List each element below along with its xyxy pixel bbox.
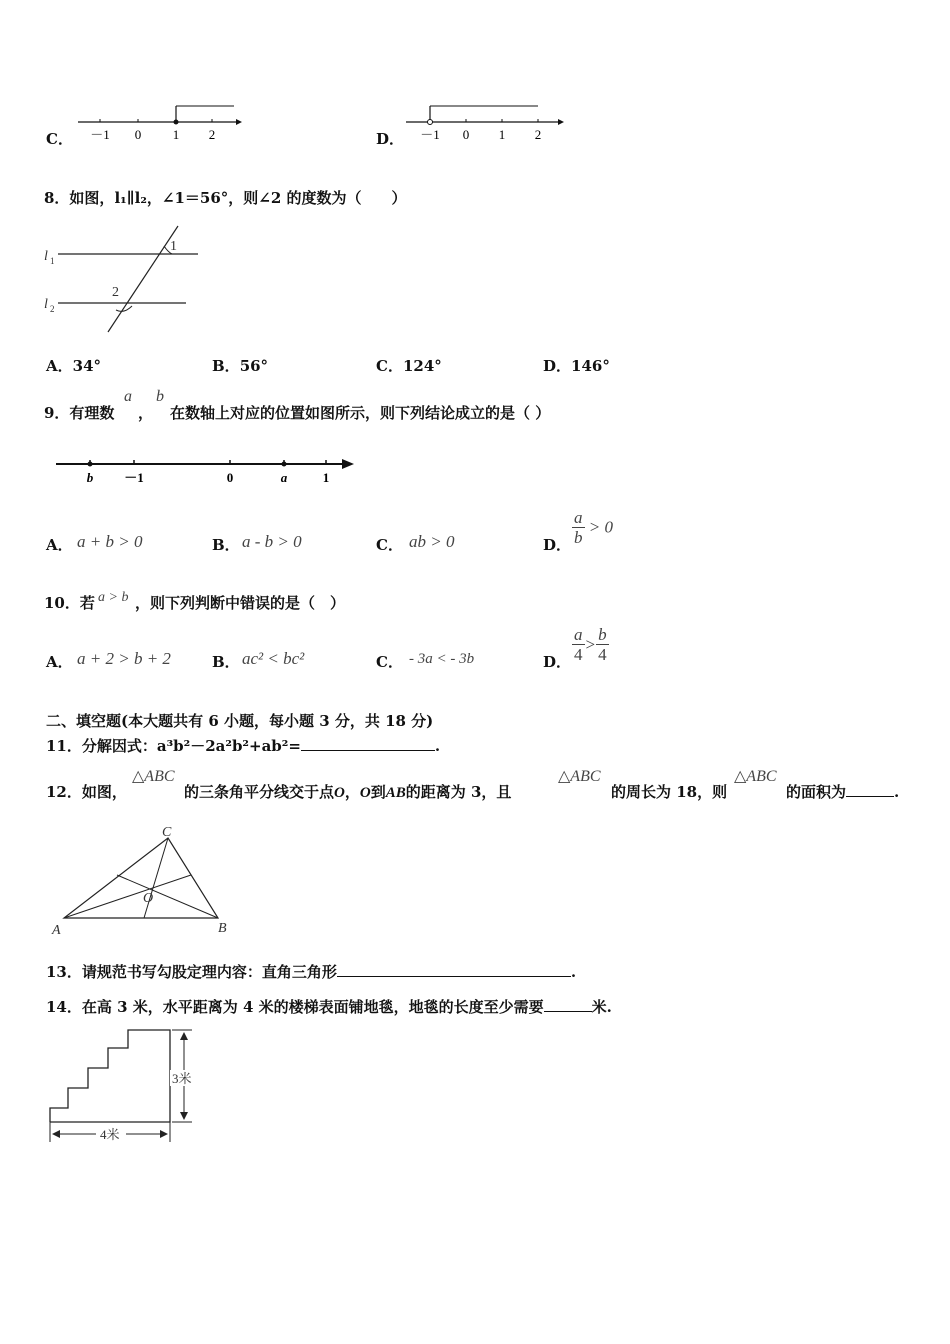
axis-label-minus1: －1 xyxy=(124,470,144,485)
q7-option-c-number-line xyxy=(76,102,246,144)
fraction-a-over-4: $\frac{a}{4}$ xyxy=(574,625,583,664)
q8-option-a: A．34° xyxy=(46,357,102,375)
vertex-b-label: B xyxy=(218,921,227,936)
q10-option-c-math: - 3a < - 3b xyxy=(409,651,475,667)
q10-option-a-label: A． xyxy=(46,653,73,671)
q8-option-d: D．146° xyxy=(543,357,610,375)
q8-stem-num: 8．如图， xyxy=(44,189,115,207)
q12-triangle-2: △ABC xyxy=(558,768,601,785)
fraction-a-over-b: $\frac{a}{b}$ xyxy=(574,508,583,547)
l2-label: l xyxy=(44,297,48,312)
q7d-tick-label: 0 xyxy=(462,127,470,142)
q7-option-d-number-line xyxy=(404,102,574,144)
q8-stem xyxy=(44,187,407,208)
axis-label-b: b xyxy=(86,470,94,485)
axis-label-a: a xyxy=(280,470,288,485)
q9-var-a: a xyxy=(124,388,132,405)
angle1-label: 1 xyxy=(170,239,177,254)
q9-option-b-math: a - b > 0 xyxy=(242,532,302,551)
q11: 11．分解因式：a³b²－2a²b²+ab²= . xyxy=(46,737,441,755)
angle2-label: 2 xyxy=(112,285,119,300)
q9-number-line xyxy=(54,452,360,486)
q10-option-a-math: a + 2 > b + 2 xyxy=(77,649,171,668)
answer-blank[interactable] xyxy=(301,736,435,751)
q14: 14．在高 3 米，水平距离为 4 米的楼梯表面铺地毯，地毯的长度至少需要 米. xyxy=(46,998,612,1016)
vertex-a-label: A xyxy=(52,923,61,938)
q7d-tick-label: －1 xyxy=(420,127,440,142)
q9-option-d-label: D． xyxy=(543,536,572,554)
answer-blank[interactable] xyxy=(846,782,894,797)
fraction-b-over-4: $\frac{b}{4}$ xyxy=(598,625,607,664)
q7c-tick-label: －1 xyxy=(90,127,110,142)
q14-figure-stairs xyxy=(44,1026,214,1150)
q12-tail: 的面积为 . xyxy=(786,783,900,801)
q7-option-d-label: D． xyxy=(376,130,405,148)
q10-option-c-label: C． xyxy=(376,653,403,671)
q10-option-b-math: ac² < bc² xyxy=(242,649,305,668)
q8-option-b: B．56° xyxy=(212,357,269,375)
q12-figure-triangle xyxy=(44,822,240,938)
q8-stem-rel: l₁∥l₂，∠1＝56°，则∠2 的度数为（ ） xyxy=(114,189,407,207)
q12-p1: 12．如图， xyxy=(46,783,127,801)
q7c-tick-label: 0 xyxy=(134,127,142,142)
q9-stem-suffix: 在数轴上对应的位置如图所示，则下列结论成立的是（ ） xyxy=(170,404,551,422)
q8-option-c: C．124° xyxy=(376,357,442,375)
l1-label: l xyxy=(44,249,48,264)
q10-option-d-label: D． xyxy=(543,653,572,671)
q9-comma: ， xyxy=(138,404,154,422)
l2-subscript: 2 xyxy=(50,304,55,314)
answer-blank[interactable] xyxy=(337,962,571,977)
q7-option-c-label: C． xyxy=(46,130,73,148)
q9-option-a-math: a + b > 0 xyxy=(77,532,143,551)
q9-stem-prefix: 9．有理数 xyxy=(44,404,115,422)
answer-blank[interactable] xyxy=(544,997,592,1012)
section-2-title: 二、填空题(本大题共有 6 小题，每小题 3 分，共 18 分) xyxy=(46,712,434,730)
q9-option-b-label: B． xyxy=(212,536,240,554)
q10-stem-suffix: ，则下列判断中错误的是（ ） xyxy=(135,594,346,612)
q8-figure-parallel-lines xyxy=(40,222,210,340)
q12-stem-a: 的三条角平分线交于点O，O到AB的距离为 3，且 xyxy=(184,783,512,801)
l1-subscript: 1 xyxy=(50,256,55,266)
q9-option-c-label: C． xyxy=(376,536,403,554)
vertex-c-label: C xyxy=(162,825,172,840)
q12-p6: 的周长为 18，则 xyxy=(611,783,728,801)
q9-option-d-math: $\frac{a}{b}$ > 0 xyxy=(574,508,613,547)
q7c-tick-label: 2 xyxy=(208,127,216,142)
q7d-tick-label: 1 xyxy=(498,127,506,142)
q10-option-b-label: B． xyxy=(212,653,240,671)
axis-label-0: 0 xyxy=(226,470,234,485)
height-label: 3米 xyxy=(172,1071,192,1086)
q10-option-d-math: $\frac{a}{4}$ > $\frac{b}{4}$ xyxy=(574,625,607,664)
q10-condition: a > b xyxy=(98,590,129,605)
q10-stem-prefix: 10．若 xyxy=(44,594,95,612)
q13: 13．请规范书写勾股定理内容：直角三角形 . xyxy=(46,963,577,981)
q12-triangle-3: △ABC xyxy=(734,768,777,785)
axis-label-1: 1 xyxy=(322,470,330,485)
width-label: 4米 xyxy=(100,1127,120,1142)
q9-var-b: b xyxy=(156,388,164,405)
q9-option-a-label: A． xyxy=(46,536,73,554)
q9-option-c-math: ab > 0 xyxy=(409,532,455,551)
q7d-tick-label: 2 xyxy=(534,127,542,142)
point-o-label: O xyxy=(143,891,154,906)
q7c-tick-label: 1 xyxy=(172,127,180,142)
q12-triangle-1: △ABC xyxy=(132,768,175,785)
